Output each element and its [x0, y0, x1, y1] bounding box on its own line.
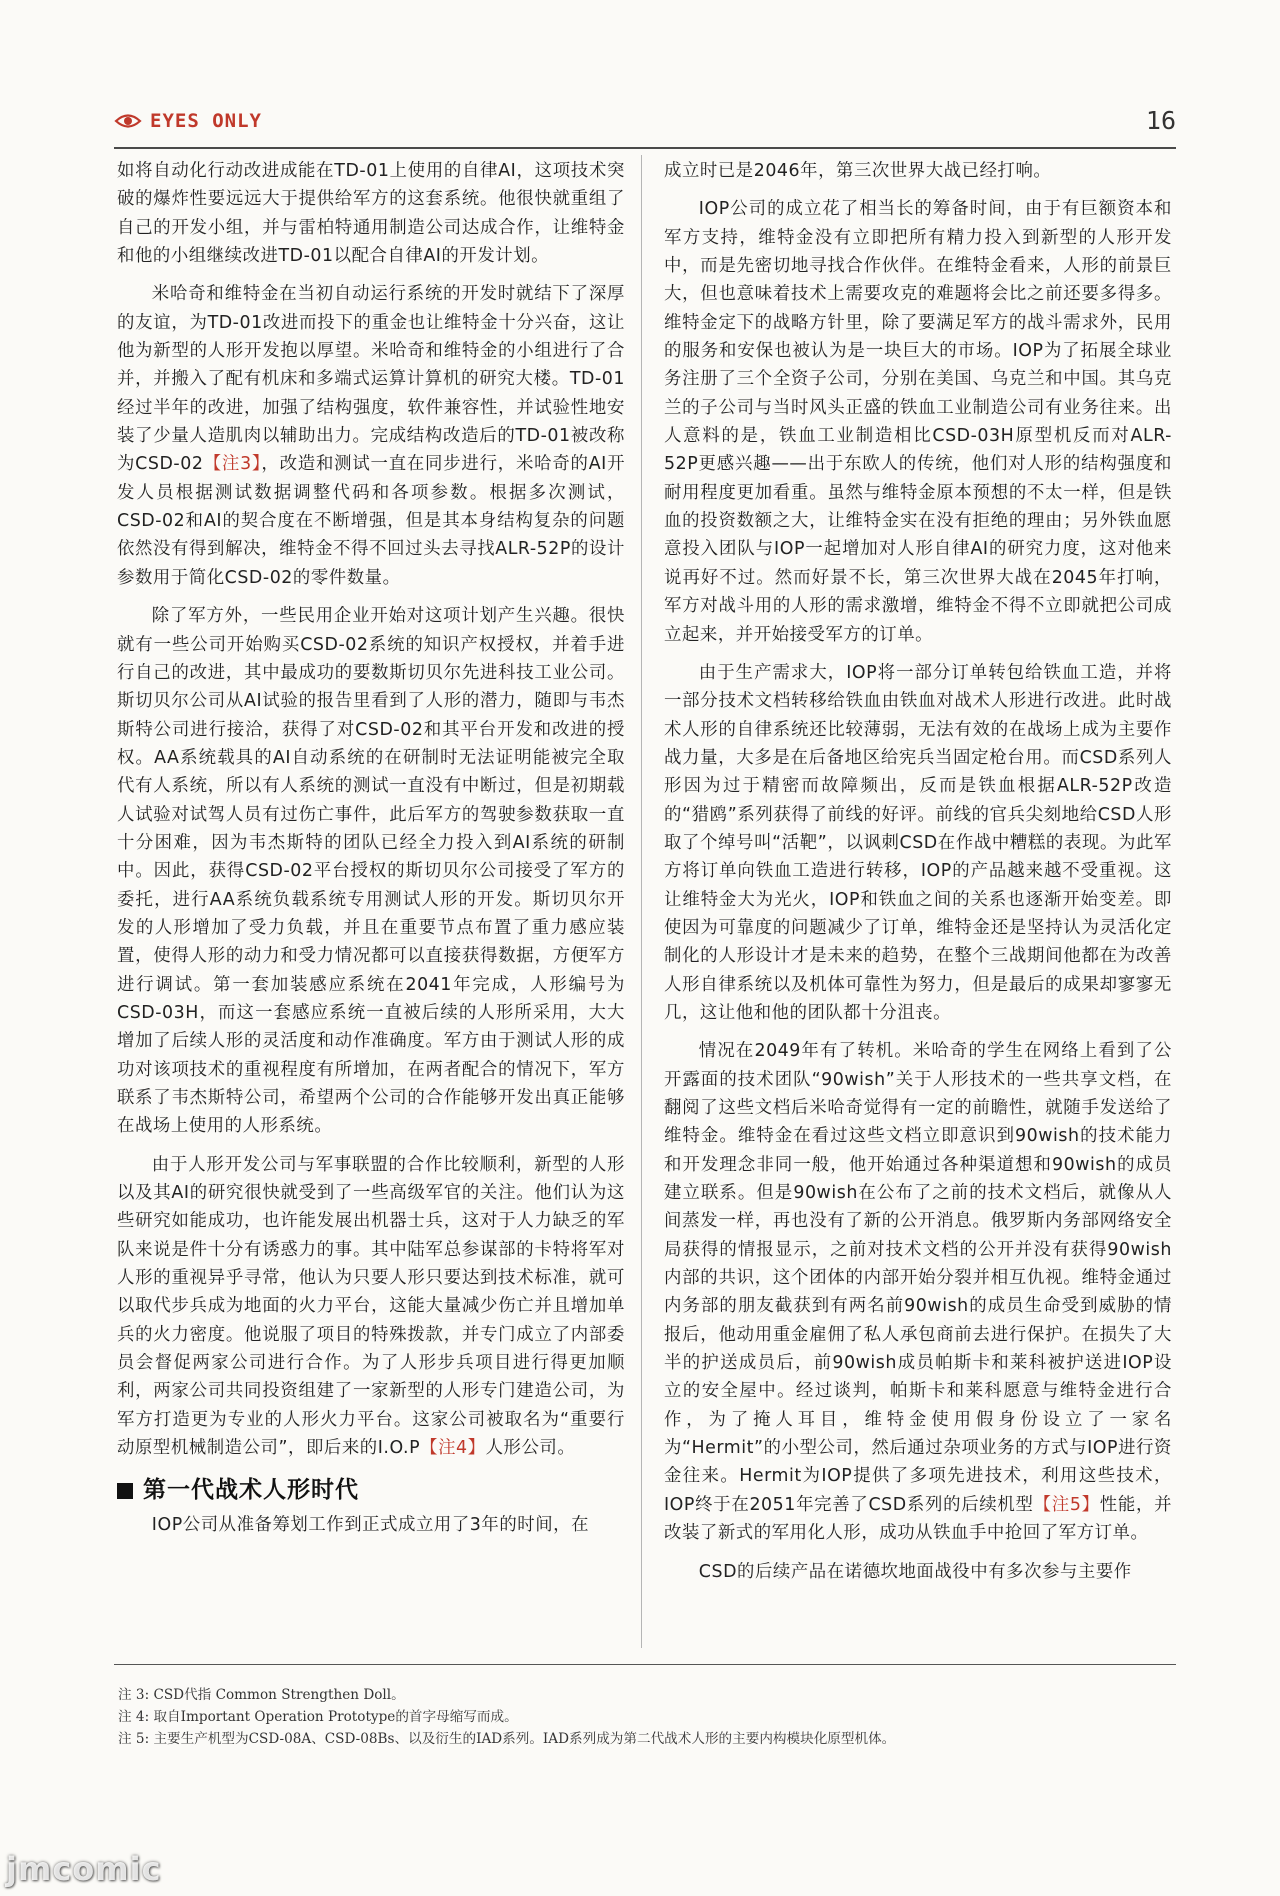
paragraph-text: ，改造和测试一直在同步进行，米哈奇的AI开发人员根据测试数据调整代码和各项参数。根据多次测试，CSD-02和AI的契合度在不断增强，但是其本身结构复杂的问题依然没有得到解决，维特金不得不回过头去寻找ALR-52P的设计参数用于简化CSD-02的零件数量。: [117, 454, 626, 588]
page-header: [114, 104, 1176, 144]
paragraph: [117, 1151, 625, 1463]
left-column: [117, 157, 625, 1549]
paragraph: 除了军方外，一些民用企业开始对这项计划产生兴趣。很快就有一些公司开始购买CSD-02系统的知识产权授权，并着手进行自己的改进，其中最成功的要数斯切贝尔先进科技工业公司。斯切贝尔公司从AI试验的报告里看到了人形的潜力，随即与韦杰斯特公司进行接洽，获得了对CSD-02和其平台开发和改进的授权。AA系统载具的AI自动系统的在研制时无法证明能被完全取代有人系统，所以有人系统的测试一直没有中断过，但是初期载人试验对试驾人员有过伤亡事件，此后军方的驾驶参数获取一直十分困难，因为韦杰斯特的团队已经全力投入到AI系统的研制中。因此，获得CSD-02平台授权的斯切贝尔公司接受了军方的委托，进行AA系统负载系统专用测试人形的开发。斯切贝尔开发的人形增加了受力负载，并且在重要节点布置了重力感应装置，使得人形的动力和受力情况都可以直接获得数据，方便军方进行调试。第一套加装感应系统在2041年完成，人形编号为CSD-03H，而这一套感应系统一直被后续的人形所采用，大大增加了后续人形的灵活度和动作准确度。军方由于测试人形的成功对该项技术的重视程度有所增加，在两者配合的情况下，军方联系了韦杰斯特公司，希望两个公司的合作能够开发出真正能够在战场上使用的人形系统。: [117, 606, 625, 1137]
paragraph: [117, 280, 625, 592]
note-3-ref: 【注3】: [203, 454, 262, 475]
footnote-3: 注 3: CSD代指 Common Strengthen Doll。: [118, 1687, 405, 1703]
brand-label: EYES ONLY: [150, 110, 262, 132]
paragraph: IOP公司的成立花了相当长的筹备时间，由于有巨额资本和军方支持，维特金没有立即把所有精力投入到新型的人形开发中，而是先密切地寻找合作伙伴。在维特金看来，人形的前景巨大，但也意味着技术上需要攻克的难题将会比之前还要多得多。维特金定下的战略方针里，除了要满足军方的战斗需求外，民用的服务和安保也被认为是一块巨大的市场。IOP为了拓展全球业务注册了三个全资子公司，分别在美国、乌克兰和中国。其乌克兰的子公司与当时风头正盛的铁血工业制造公司有业务往来。出人意料的是，铁血工业制造相比CSD-03H原型机反而对ALR-52P更感兴趣——出于东欧人的传统，他们对人形的结构强度和耐用程度更加看重。虽然与维特金原本预想的不太一样，但是铁血的投资数额之大，让维特金实在没有拒绝的理由；另外铁血愿意投入团队与IOP一起增加对人形自律AI的研究力度，这对他来说再好不过。然而好景不长，第三次世界大战在2045年打响，军方对战斗用的人形的需求激增，维特金不得不立即就把公司成立起来，并开始接受军方的订单。: [664, 199, 1172, 645]
footnote-5: 注 5: 主要生产机型为CSD-08A、CSD-08Bs、以及衍生的IAD系列。IAD系列成为第二代战术人形的主要内构模块化原型机体。: [118, 1731, 896, 1747]
note-4-ref: 【注4】: [420, 1438, 486, 1459]
paragraph: 成立时已是2046年，第三次世界大战已经打响。: [664, 161, 1052, 181]
paragraph-text: 由于人形开发公司与军事联盟的合作比较顺利，新型的人形以及其AI的研究很快就受到了一些高级军官的关注。他们认为这些研究如能成功，也许能发展出机器士兵，这对于人力缺乏的军队来说是件十分有诱惑力的事。其中陆军总参谋部的卡特将军对人形的重视异乎寻常，他认为只要人形只要达到技术标准，就可以取代步兵成为地面的火力平台，这能大量减少伤亡并且增加单兵的火力密度。他说服了项目的特殊拨款，并专门成立了内部委员会督促两家公司进行合作。为了人形步兵项目进行得更加顺利，两家公司共同投资组建了一家新型的人形专门建造公司，为军方打造更为专业的人形火力平台。这家公司被取名为“重要行动原型机械制造公司”，即后来的I.O.P: [117, 1154, 625, 1459]
right-column: [664, 157, 1172, 1596]
footnote-4: 注 4: 取自Important Operation Prototype的首字母缩写而成。: [118, 1709, 518, 1725]
paragraph: 由于生产需求大，IOP将一部分订单转包给铁血工造，并将一部分技术文档转移给铁血由铁血对战术人形进行改进。此时战术人形的自律系统还比较薄弱，无法有效的在战场上成为主要作战力量，大多是在后备地区给宪兵当固定枪台用。而CSD系列人形因为过于精密而故障频出，反而是铁血根据ALR-52P改造的“猎鸥”系列获得了前线的好评。前线的官兵尖刻地给CSD人形取了个绰号叫“活靶”，以讽刺CSD在作战中糟糕的表现。为此军方将订单向铁血工造进行转移，IOP的产品越来越不受重视。这让维特金大为光火，IOP和铁血之间的关系也逐渐开始变差。即使因为可靠度的问题减少了订单，维特金还是坚持认为灵活化定制化的人形设计才是未来的趋势，在整个三战期间他都在为改善人形自律系统以及机体可靠性为努力，但是最后的成果却寥寥无几，这让他和他的团队都十分沮丧。: [664, 662, 1172, 1023]
header-rule: [114, 147, 1176, 149]
paragraph: CSD的后续产品在诺德坎地面战役中有多次参与主要作: [698, 1561, 1132, 1582]
section-heading-text: 第一代战术人形时代: [143, 1477, 359, 1504]
note-5-ref: 【注5】: [1033, 1494, 1100, 1515]
paragraph: 如将自动化行动改进成能在TD-01上使用的自律AI，这项技术突破的爆炸性要远远大于提供给军方的这套系统。他很快就重组了自己的开发小组，并与雷柏特通用制造公司达成合作，让维特金和他的小组继续改进TD-01以配合自律AI的开发计划。: [117, 161, 625, 267]
brand: [114, 110, 262, 132]
column-divider: [641, 155, 642, 1648]
watermark: jmcomic: [6, 1850, 162, 1888]
square-bullet-icon: [117, 1483, 133, 1499]
footnote-rule: [114, 1664, 1176, 1665]
paragraph-text: 性能，并改装了新式的军用化人形，成功从铁血手中抢回了军方订单。: [664, 1494, 1173, 1544]
paragraph: IOP公司从准备筹划工作到正式成立用了3年的时间，在: [151, 1514, 590, 1535]
paragraph: [664, 1037, 1172, 1547]
paragraph-text: 人形公司。: [485, 1438, 576, 1459]
paragraph-text: 情况在2049年有了转机。米哈奇的学生在网络上看到了公开露面的技术团队“90wish”关于人形技术的一些共享文档，在翻阅了这些文档后米哈奇觉得有一定的前瞻性，就随手发送给了维特金。维特金在看过这些文档立即意识到90wish的技术能力和开发理念非同一般，他开始通过各种渠道想和90wish的成员建立联系。但是90wish在公布了之前的技术文档后，就像从人间蒸发一样，再也没有了新的公开消息。俄罗斯内务部网络安全局获得的情报显示，之前对技术文档的公开并没有获得90wish内部的共识，这个团体的内部开始分裂并相互仇视。维特金通过内务部的朋友截获到有两名前90wish的成员生命受到威胁的情报后，他动用重金雇佣了私人承包商前去进行保护。在损失了大半的护送成员后，前90wish成员帕斯卡和莱科被护送进IOP设立的安全屋中。经过谈判，帕斯卡和莱科愿意与维特金进行合作，为了掩人耳目，维特金使用假身份设立了一家名为“Hermit”的小型公司，然后通过杂项业务的方式与IOP进行资金往来。Hermit为IOP提供了多项先进技术，利用这些技术，IOP终于在2051年完善了CSD系列的后续机型: [664, 1041, 1172, 1515]
footnotes: [118, 1684, 1178, 1750]
page-number: 16: [1145, 106, 1176, 135]
eye-icon: [114, 112, 142, 130]
paragraph-text: 米哈奇和维特金在当初自动运行系统的开发时就结下了深厚的友谊，为TD-01改进而投下的重金也让维特金十分兴奋，这让他为新型的人形开发抱以厚望。米哈奇和维特金的小组进行了合并，并搬入了配有机床和多端式运算计算机的研究大楼。TD-01经过半年的改进，加强了结构强度，软件兼容性，并试验性地安装了少量人造肌肉以辅助出力。完成结构改造后的TD-01被改称为CSD-02: [117, 284, 625, 475]
section-heading: [117, 1476, 625, 1504]
